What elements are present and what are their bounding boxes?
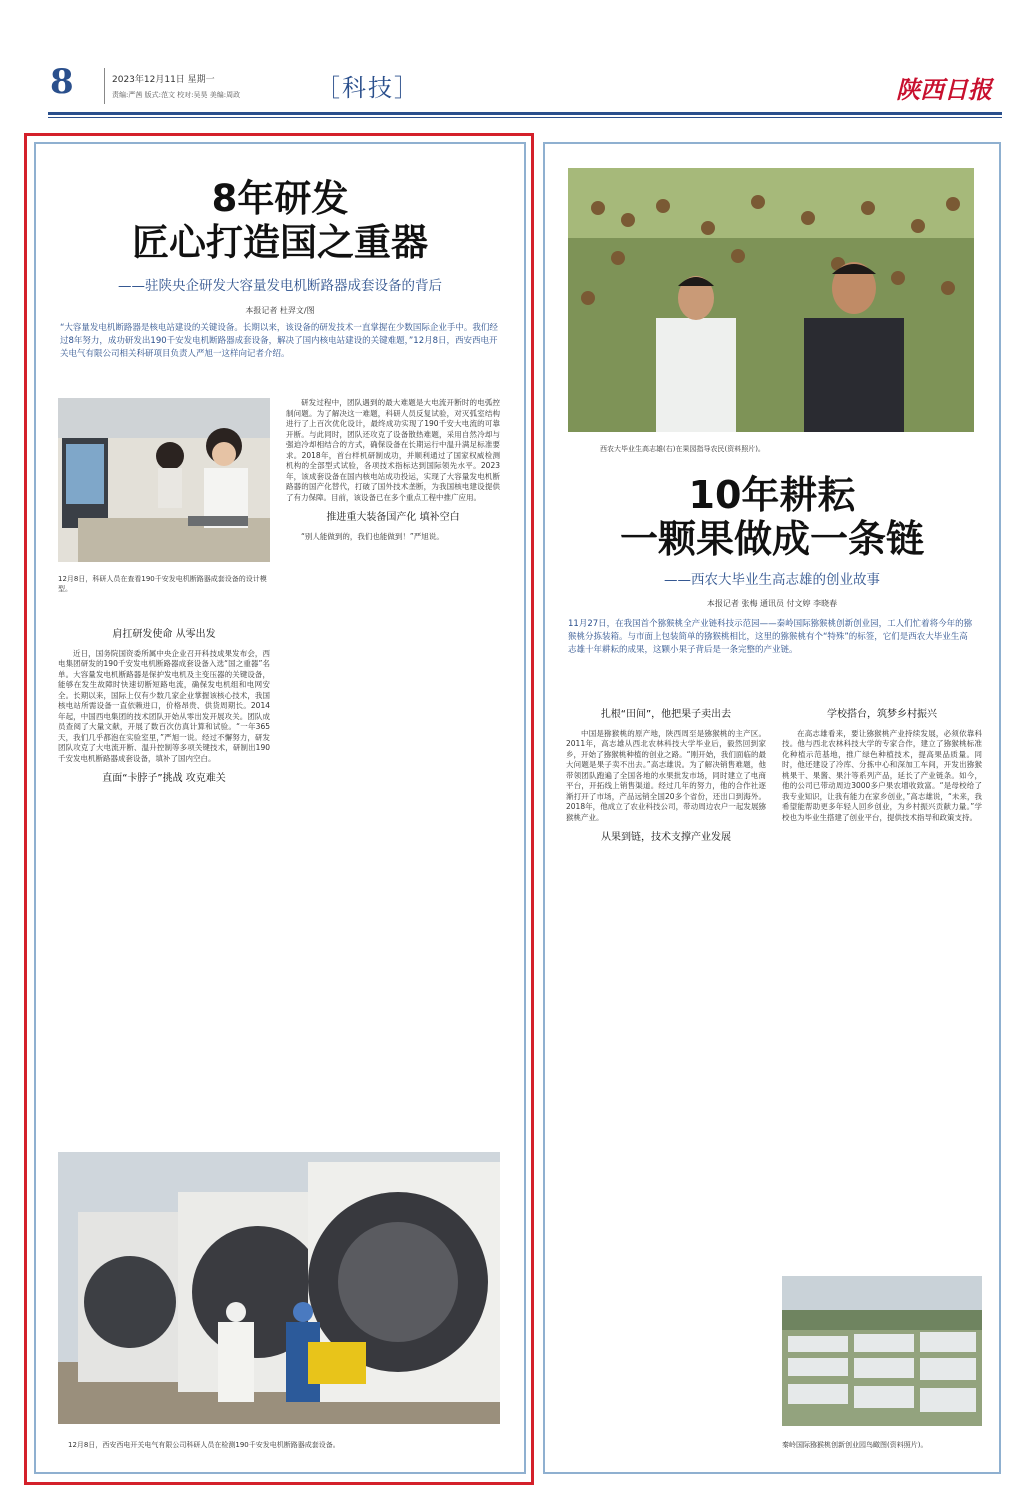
right-section-heading-1: 扎根“田间”，他把果子卖出去 [600,709,732,720]
equipment-photo-caption: 12月8日，西安西电开关电气有限公司科研人员在检测190千安发电机断路器成套设备。 [68,1441,340,1449]
editors-line: 责编:严茜 版式:范文 校对:吴昊 美编:周政 [112,91,241,99]
right-article-column-1 [566,700,766,1445]
left-article-lead: “大容量发电机断路器是核电站建设的关键设备。长期以来，该设备的研发技术一直掌握在少数国际企业手中。我们经过8年努力，成功研发出190千安发电机断路器成套设备，解决了国内核电站建设的关键难题，”12月8日，西安西电开关电气有限公司相关科研项目负责人严旭一这样向记者介绍。 [60,323,498,359]
right-column-2-body: 在高志雄看来，要让猕猴桃产业持续发展，必须依靠科技。他与西北农林科技大学的专家合作，建立了猕猴桃标准化种植示范基地，推广绿色种植技术，提高果品质量。同时，他还建设了冷库、分拣中心和深加工车间，开发出猕猴桃果干、果酱、果汁等系列产品，延长了产业链条。如今，他的公司已带动周边3000多户果农增收致富。“是母校给了我专业知识，让我有能力在家乡创业，”高志雄说，“未来，我希望能帮助更多年轻人回乡创业，为乡村振兴贡献力量。”学校也为毕业生搭建了创业平台，提供技术指导和政策支持。 [782,728,982,822]
left-article-column-1 [58,620,270,1140]
left-column-2-body: 研发过程中，团队遇到的最大难题是大电流开断时的电弧控制问题。为了解决这一难题，科研人员反复试验，对灭弧室结构进行了上百次优化设计，最终成功实现了190千安大电流的可靠开断。与此同时，团队还攻克了设备散热难题，采用自然冷却与强迫冷却相结合的方式，确保设备在长期运行中温升满足标准要求。2018年，首台样机研制成功，并顺利通过了国家权威检测机构的全部型式试验，各项技术指标达到国际领先水平。2023年，该成套设备在国内核电站成功投运，实现了大容量发电机断路器的国产化替代，打破了国外技术垄断，为我国核电建设提供了有力保障。目前，该设备已在多个重点工程中推广应用。 [286,398,500,502]
left-article-subtitle: ——驻陕央企研发大容量发电机断路器成套设备的背后 [118,278,442,294]
right-section-heading-2: 从果到链，技术支撑产业发展 [601,832,731,843]
lab-photo [58,398,270,562]
right-article-byline: 本报记者 张梅 通讯员 付文婷 李晓春 [706,599,838,608]
aerial-photo-caption: 秦岭国际猕猴桃创新创业园鸟瞰图(资料照片)。 [782,1441,928,1449]
header-rule [48,112,1002,115]
left-article-column-2 [286,398,500,1140]
header-divider [104,68,105,104]
left-article-title-line1: 8年研发 [211,177,349,220]
right-article-title-line1: 10年耕耘 [688,473,856,517]
right-article-title-line2: 一颗果做成一条链 [619,517,924,561]
equipment-photo [58,1152,500,1424]
left-section-heading-1: 肩扛研发使命 从零出发 [112,629,216,640]
left-column-1-body: 近日，国务院国资委所属中央企业召开科技成果发布会，西电集团研发的190千安发电机断路器成套设备入选“国之重器”名单。大容量发电机断路器是保护发电机及主变压器的关键设备，能够在发生故障时快速切断短路电流，确保发电机组和电网安全。长期以来，国际上仅有少数几家企业掌握该核心技术，我国核电站所需设备一直依赖进口，价格昂贵、供货周期长。2014年起，中国西电集团的技术团队开始从零出发开展攻关。团队成员查阅了大量文献，开展了数百次仿真计算和试验。“一年365天，我们几乎都泡在实验室里，”严旭一说。经过不懈努力，研发团队攻克了大电流开断、温升控制等多项关键技术，研制出190千安发电机断路器成套设备，填补了国内空白。 [58,648,270,763]
kiwi-photo-caption: 西农大毕业生高志雄(右)在果园指导农民(资料照片)。 [600,445,765,453]
header-rule-thin [48,117,1002,118]
right-article-subtitle: ——西农大毕业生高志雄的创业故事 [664,572,880,588]
right-article-lead: 11月27日，在我国首个猕猴桃全产业链科技示范园——秦岭国际猕猴桃创新创业园，工人们忙着将今年的猕猴桃分拣装箱。与市面上包装简单的猕猴桃相比，这里的猕猴桃有个“特殊”的标签，它们是西农大毕业生高志雄十年耕耘的成果，这颗小果子背后是一条完整的产业链。 [568,619,973,655]
left-article-closing-quote: “别人能做到的，我们也能做到！”严旭说。 [301,531,444,541]
right-column-1-body: 中国是猕猴桃的原产地，陕西周至是猕猴桃的主产区。2011年，高志雄从西北农林科技大学毕业后，毅然回到家乡，开始了猕猴桃种植的创业之路。“刚开始，我们面临的最大问题是果子卖不出去。”高志雄说。为了解决销售难题，他带领团队跑遍了全国各地的水果批发市场，同时建立了电商平台，开拓线上销售渠道。经过几年的努力，他的合作社逐渐打开了市场，产品远销全国20多个省份，还出口到海外。2018年，他成立了农业科技公司，带动周边农户一起发展猕猴桃产业。 [566,728,766,822]
lab-photo-caption: 12月8日，科研人员在查看190千安发电机断路器成套设备的设计模型。 [58,575,267,593]
left-section-heading-3: 推进重大装备国产化 填补空白 [326,512,460,523]
left-article-byline: 本报记者 杜羿文/图 [245,306,315,315]
right-section-heading-3: 学校搭台，筑梦乡村振兴 [827,709,937,720]
left-section-heading-2: 直面“卡脖子”挑战 攻克难关 [102,773,226,784]
right-article-column-2 [782,700,982,1260]
section-title: ［科技］ [316,74,420,102]
left-article-title-line2: 匠心打造国之重器 [132,221,428,264]
kiwi-orchard-photo [568,168,974,432]
issue-date: 2023年12月11日 星期一 [112,75,215,85]
aerial-photo [782,1276,982,1426]
page-number: 8 [50,62,74,102]
newspaper-logo: 陕西日报 [896,75,992,104]
